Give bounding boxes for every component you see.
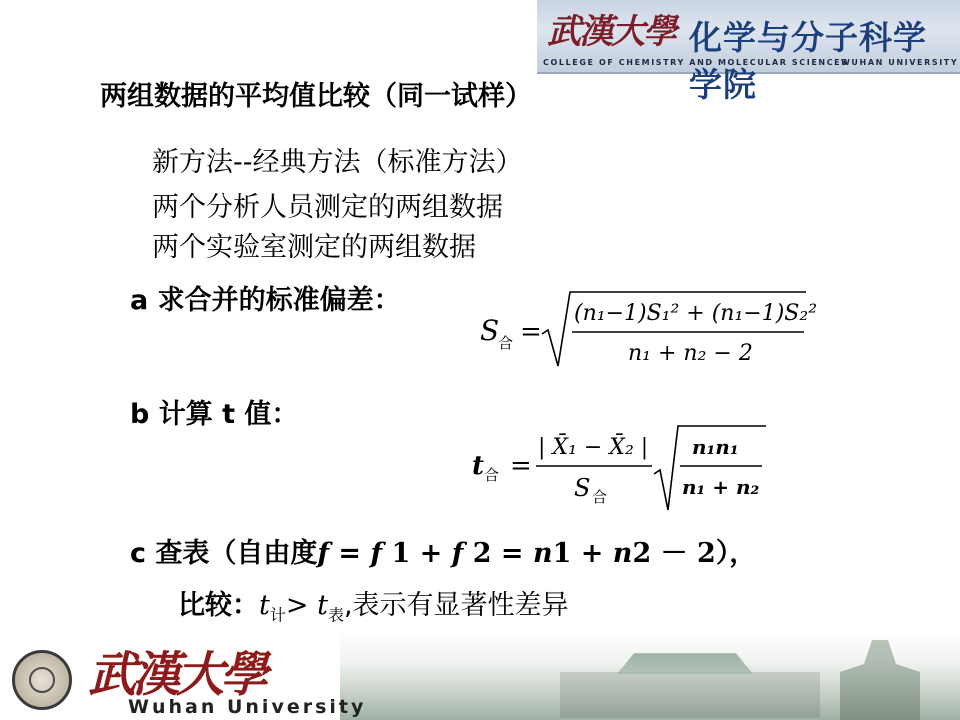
subscript-calc: 计 [269, 605, 286, 625]
campus-building-image [560, 672, 820, 718]
formula-denominator-sub: 合 [592, 488, 608, 506]
symbol-two: 2 = [463, 538, 533, 569]
footer-university-name: Wuhan University [128, 696, 367, 718]
formula-equals: = [510, 451, 532, 481]
university-name-en: WUHAN UNIVERSITY [841, 58, 959, 67]
seal-inner-ring [29, 667, 55, 693]
symbol-t-calc: t [259, 590, 270, 621]
formula-lhs-sub: 合 [484, 466, 500, 484]
slide-title: 两组数据的平均值比较（同一试样） [100, 81, 532, 112]
college-name-en: COLLEGE OF CHEMISTRY AND MOLECULAR SCIENCES [543, 58, 849, 67]
radical-denominator: n₁ + n₂ [682, 475, 760, 499]
symbol-n2: n [612, 538, 633, 569]
formula-lhs-sub: 合 [498, 334, 514, 352]
step-b-label: b 计算 t 值： [130, 399, 299, 430]
list-item: 两个实验室测定的两组数据 [152, 232, 476, 263]
list-item: 两个分析人员测定的两组数据 [152, 192, 503, 223]
step-a-label: a 求合并的标准偏差： [130, 285, 401, 316]
step-c-prefix: c 查表（自由度 [130, 538, 318, 569]
step-c-line [130, 531, 756, 570]
formula-denominator-s: S [574, 474, 591, 502]
header-banner [537, 0, 960, 104]
symbol-t-table: t [317, 590, 328, 621]
footer-calligraphy-logo: 武漢大學 [88, 647, 265, 703]
symbol-f1: f [370, 538, 383, 569]
symbol-n1s: 1 + [552, 538, 613, 569]
symbol-one: 1 + [382, 538, 452, 569]
formula-lhs: S [480, 314, 500, 347]
formula-lhs: t [472, 451, 485, 481]
banner-calligraphy-logo: 武漢大學 [547, 12, 675, 52]
university-seal-logo [12, 650, 72, 710]
formula-equals: = [520, 317, 542, 347]
t-value-formula-svg [470, 422, 770, 512]
formula-numerator: | X̄₁ − X̄₂ | [538, 435, 649, 460]
formula-numerator: (n₁−1)S₁² + (n₁−1)S₂² [574, 301, 818, 326]
symbol-eq: = [329, 538, 371, 569]
formula-denominator: n₁ + n₂ − 2 [628, 341, 753, 366]
college-name-cn: 化学与分子科学学院 [689, 18, 927, 104]
comparison-line [178, 583, 569, 625]
symbol-n1: n [532, 538, 553, 569]
t-value-formula [470, 422, 770, 512]
pooled-std-formula-svg [478, 290, 818, 370]
symbol-gt: > [285, 590, 318, 621]
symbol-n2s: 2 － 2 [632, 538, 716, 569]
pooled-std-formula [478, 290, 818, 370]
list-item: 新方法--经典方法（标准方法） [152, 147, 523, 178]
step-c-suffix: ）， [715, 538, 757, 569]
comparison-prefix: 比较： [178, 590, 259, 621]
symbol-f2: f [451, 538, 464, 569]
radical-numerator: n₁n₁ [692, 435, 739, 459]
comparison-suffix: ,表示有显著性差异 [343, 590, 569, 621]
symbol-f: f [317, 538, 330, 569]
subscript-table: 表 [327, 605, 344, 625]
